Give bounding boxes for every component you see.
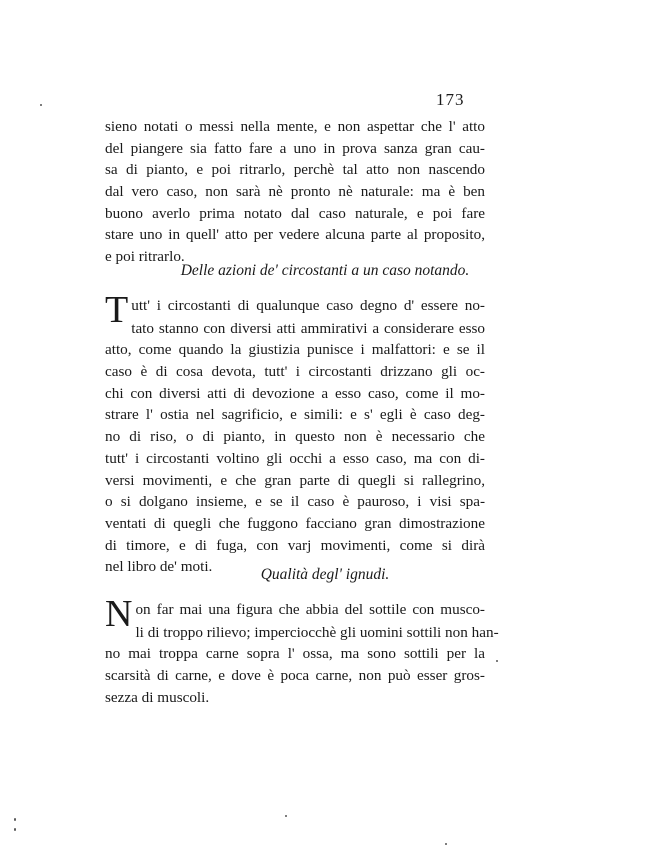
text-line: scarsità di carne, e dove è poca carne, non può esser gros- bbox=[105, 667, 485, 685]
section-paragraph bbox=[105, 593, 499, 708]
text-line: buono averlo prima notato dal caso naturale, e poi fare bbox=[105, 204, 485, 222]
section-heading: Delle azioni de' circostanti a un caso notando. bbox=[180, 262, 470, 279]
text-line: e poi ritrarlo. bbox=[105, 248, 185, 266]
text-line: tutt' i circostanti voltino gli occhi a esso caso, ma con di- bbox=[105, 449, 485, 467]
text-line: no di riso, o di pianto, in questo non è necessario che bbox=[105, 428, 485, 446]
text-line: del piangere sia fatto fare a uno in prova sanza gran cau- bbox=[105, 139, 485, 157]
text-line: nel libro de' moti. bbox=[105, 558, 213, 576]
text-line: on far mai una figura che abbia del sottile con musco- bbox=[135, 601, 485, 618]
intro-paragraph bbox=[105, 116, 485, 268]
section-heading: Qualità degl' ignudi. bbox=[260, 566, 390, 583]
paper-speck bbox=[285, 815, 287, 817]
section-paragraph bbox=[105, 289, 485, 578]
text-line: versi movimenti, e che gran parte di quegli si rallegrino, bbox=[105, 471, 485, 489]
text-line: sa di pianto, e poi ritrarlo, perchè tal atto non nascendo bbox=[105, 161, 485, 179]
text-line: chi con diversi atti di devozione a esso caso, come il mo- bbox=[105, 384, 485, 402]
paper-speck bbox=[445, 843, 447, 845]
drop-cap: N bbox=[105, 593, 133, 635]
paper-speck bbox=[14, 828, 16, 831]
text-line: tato stanno con diversi atti ammirativi a considerare esso bbox=[131, 319, 485, 337]
paper-speck bbox=[14, 818, 16, 821]
text-line: o si dolgano insieme, e se il caso è pauroso, i visi spa- bbox=[105, 493, 485, 511]
text-line: ventati di quegli che fuggono facciano gran dimostrazione bbox=[105, 514, 485, 532]
page-number: 173 bbox=[436, 90, 465, 109]
text-line: stare uno in quell' atto per vedere alcuna parte al proposito, bbox=[105, 226, 485, 244]
text-line: li di troppo rilievo; imperciocchè gli uomini sottili non han- bbox=[135, 623, 499, 641]
paper-speck bbox=[40, 104, 42, 106]
drop-cap: T bbox=[105, 289, 129, 331]
text-line: utt' i circostanti di qualunque caso degno d' essere no- bbox=[131, 297, 485, 314]
text-line: di timore, e di fuga, con varj movimenti, come si dirà bbox=[105, 536, 485, 554]
text-line: sezza di muscoli. bbox=[105, 688, 210, 706]
text-line: strare l' ostia nel sagrificio, e simili: e s' egli è caso deg- bbox=[105, 406, 485, 424]
text-line: dal vero caso, non sarà nè pronto nè naturale: ma è ben bbox=[105, 183, 485, 201]
text-line: atto, come quando la giustizia punisce i malfattori: e se il bbox=[105, 341, 485, 359]
text-line: caso è di cosa devota, tutt' i circostanti drizzano gli oc- bbox=[105, 363, 485, 381]
paper-speck bbox=[496, 660, 498, 662]
text-line: sieno notati o messi nella mente, e non aspettar che l' atto bbox=[105, 118, 485, 135]
text-line: no mai troppa carne sopra l' ossa, ma sono sottili per la bbox=[105, 645, 485, 663]
